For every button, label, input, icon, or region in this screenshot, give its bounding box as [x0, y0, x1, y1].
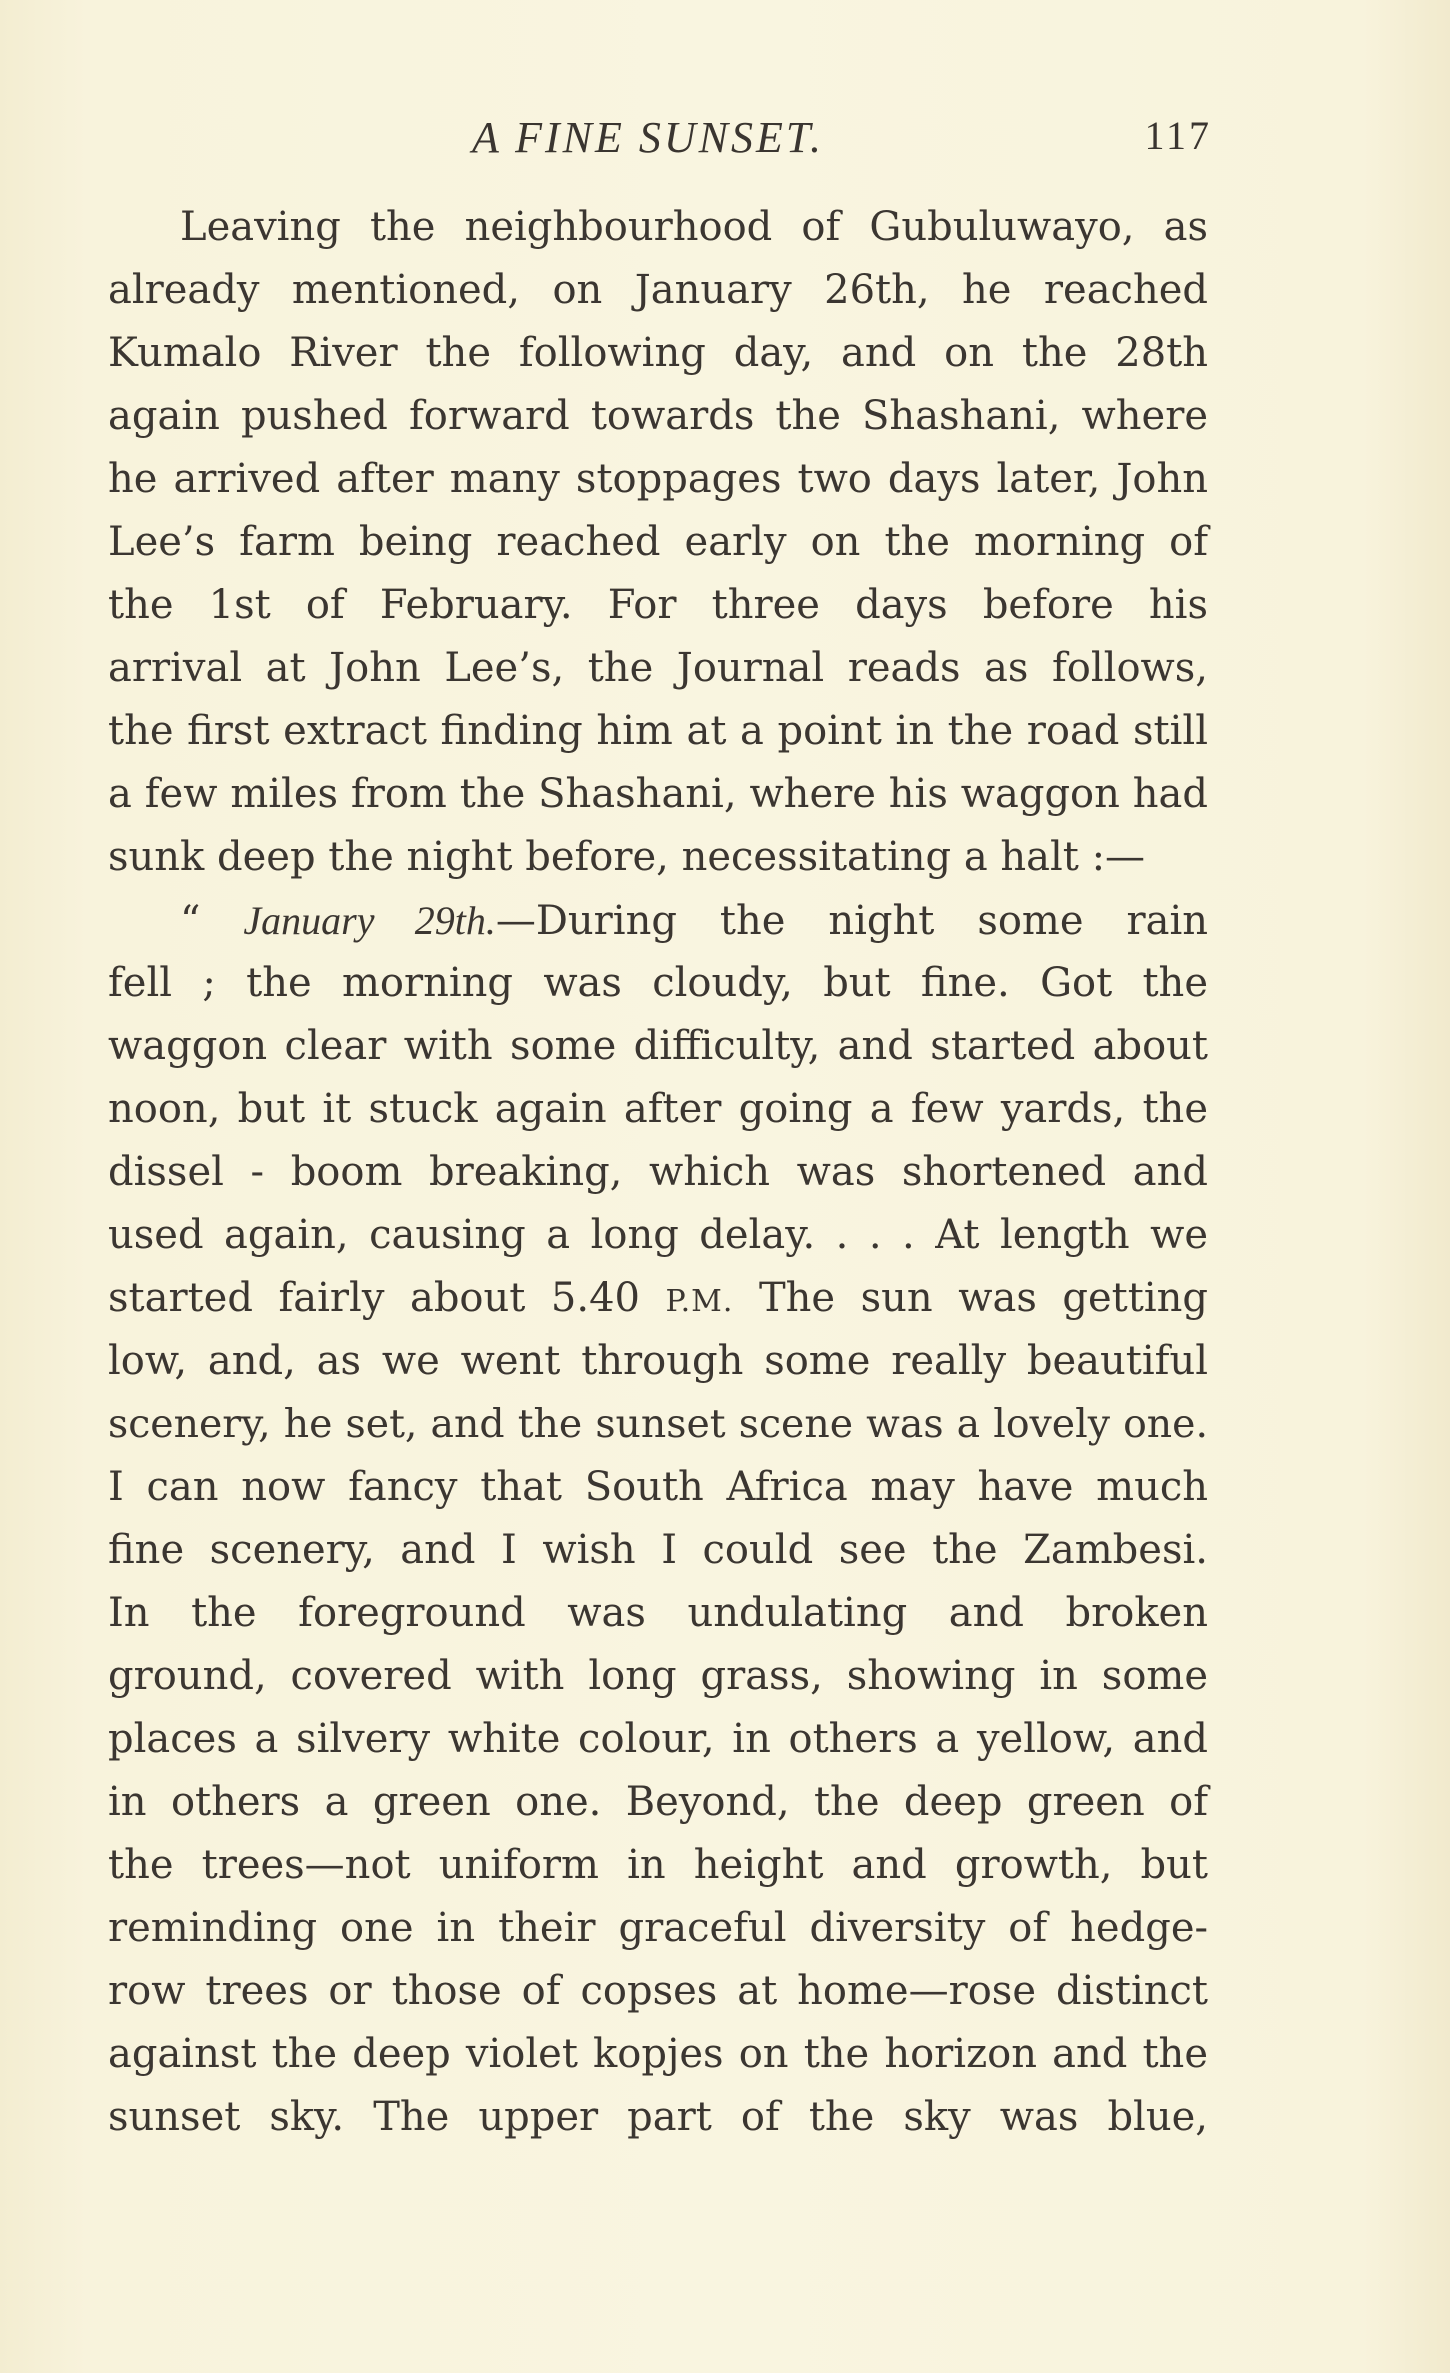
- text-line: again pushed forward towards the Shashani, where: [108, 393, 1208, 439]
- text-line: fine scenery, and I wish I could see the Zambesi.: [108, 1527, 1208, 1573]
- text-line: scenery, he set, and the sunset scene was a lovely one.: [108, 1401, 1208, 1447]
- text-line: In the foreground was undulating and broken: [108, 1590, 1208, 1636]
- open-quote: “: [180, 898, 244, 944]
- text-line: the 1st of February. For three days before his: [108, 582, 1208, 628]
- running-head: [108, 112, 1212, 172]
- text-line: ground, covered with long grass, showing in some: [108, 1653, 1208, 1699]
- text-line: row trees or those of copses at home—rose distinct: [108, 1968, 1208, 2014]
- body-text: [108, 196, 1208, 2149]
- text-line: in others a green one. Beyond, the deep green of: [108, 1779, 1208, 1825]
- text-line: I can now fancy that South Africa may have much: [108, 1464, 1208, 1510]
- text-line: Kumalo River the following day, and on the 28th: [108, 330, 1208, 376]
- text-line: the first extract finding him at a point in the road still: [108, 708, 1208, 754]
- journal-date: January 29th.: [243, 898, 496, 943]
- text-line: he arrived after many stoppages two days later, John: [108, 456, 1208, 502]
- text-line: Leaving the neighbourhood of Gubuluwayo, as: [180, 204, 1208, 250]
- text-line: noon, but it stuck again after going a few yards, the: [108, 1086, 1208, 1132]
- page-number: 117: [1144, 113, 1212, 158]
- text-line: against the deep violet kopjes on the horizon and the: [108, 2031, 1208, 2077]
- text-fragment: started fairly about 5.40: [108, 1275, 666, 1321]
- text-line: fell ; the morning was cloudy, but fine. Got the: [108, 960, 1208, 1006]
- text-fragment: The sun was getting: [733, 1275, 1208, 1321]
- text-line: sunk deep the night before, necessitating a halt :—: [108, 834, 1146, 880]
- text-line: reminding one in their graceful diversity of hedge-: [108, 1905, 1208, 1951]
- time-period: P.M.: [665, 1284, 734, 1319]
- text-line: low, and, as we went through some really beautiful: [108, 1338, 1208, 1384]
- text-line: the trees—not uniform in height and growth, but: [108, 1842, 1208, 1888]
- text-line: a few miles from the Shashani, where his waggon had: [108, 771, 1208, 817]
- text-line: arrival at John Lee’s, the Journal reads as follows,: [108, 645, 1208, 691]
- running-head-title: A FINE SUNSET.: [472, 113, 825, 162]
- text-line: waggon clear with some difficulty, and started about: [108, 1023, 1208, 1069]
- text-line: [108, 1267, 1208, 1330]
- journal-text: —During the night some rain: [495, 898, 1209, 944]
- text-line: Lee’s farm being reached early on the morning of: [108, 519, 1208, 565]
- journal-entry-line: [108, 889, 1208, 952]
- text-line: places a silvery white colour, in others a yellow, and: [108, 1716, 1208, 1762]
- text-line: already mentioned, on January 26th, he reached: [108, 267, 1208, 313]
- text-line: used again, causing a long delay. . . . At length we: [108, 1212, 1208, 1258]
- text-line: dissel - boom breaking, which was shortened and: [108, 1149, 1208, 1195]
- text-line: sunset sky. The upper part of the sky was blue,: [108, 2094, 1208, 2140]
